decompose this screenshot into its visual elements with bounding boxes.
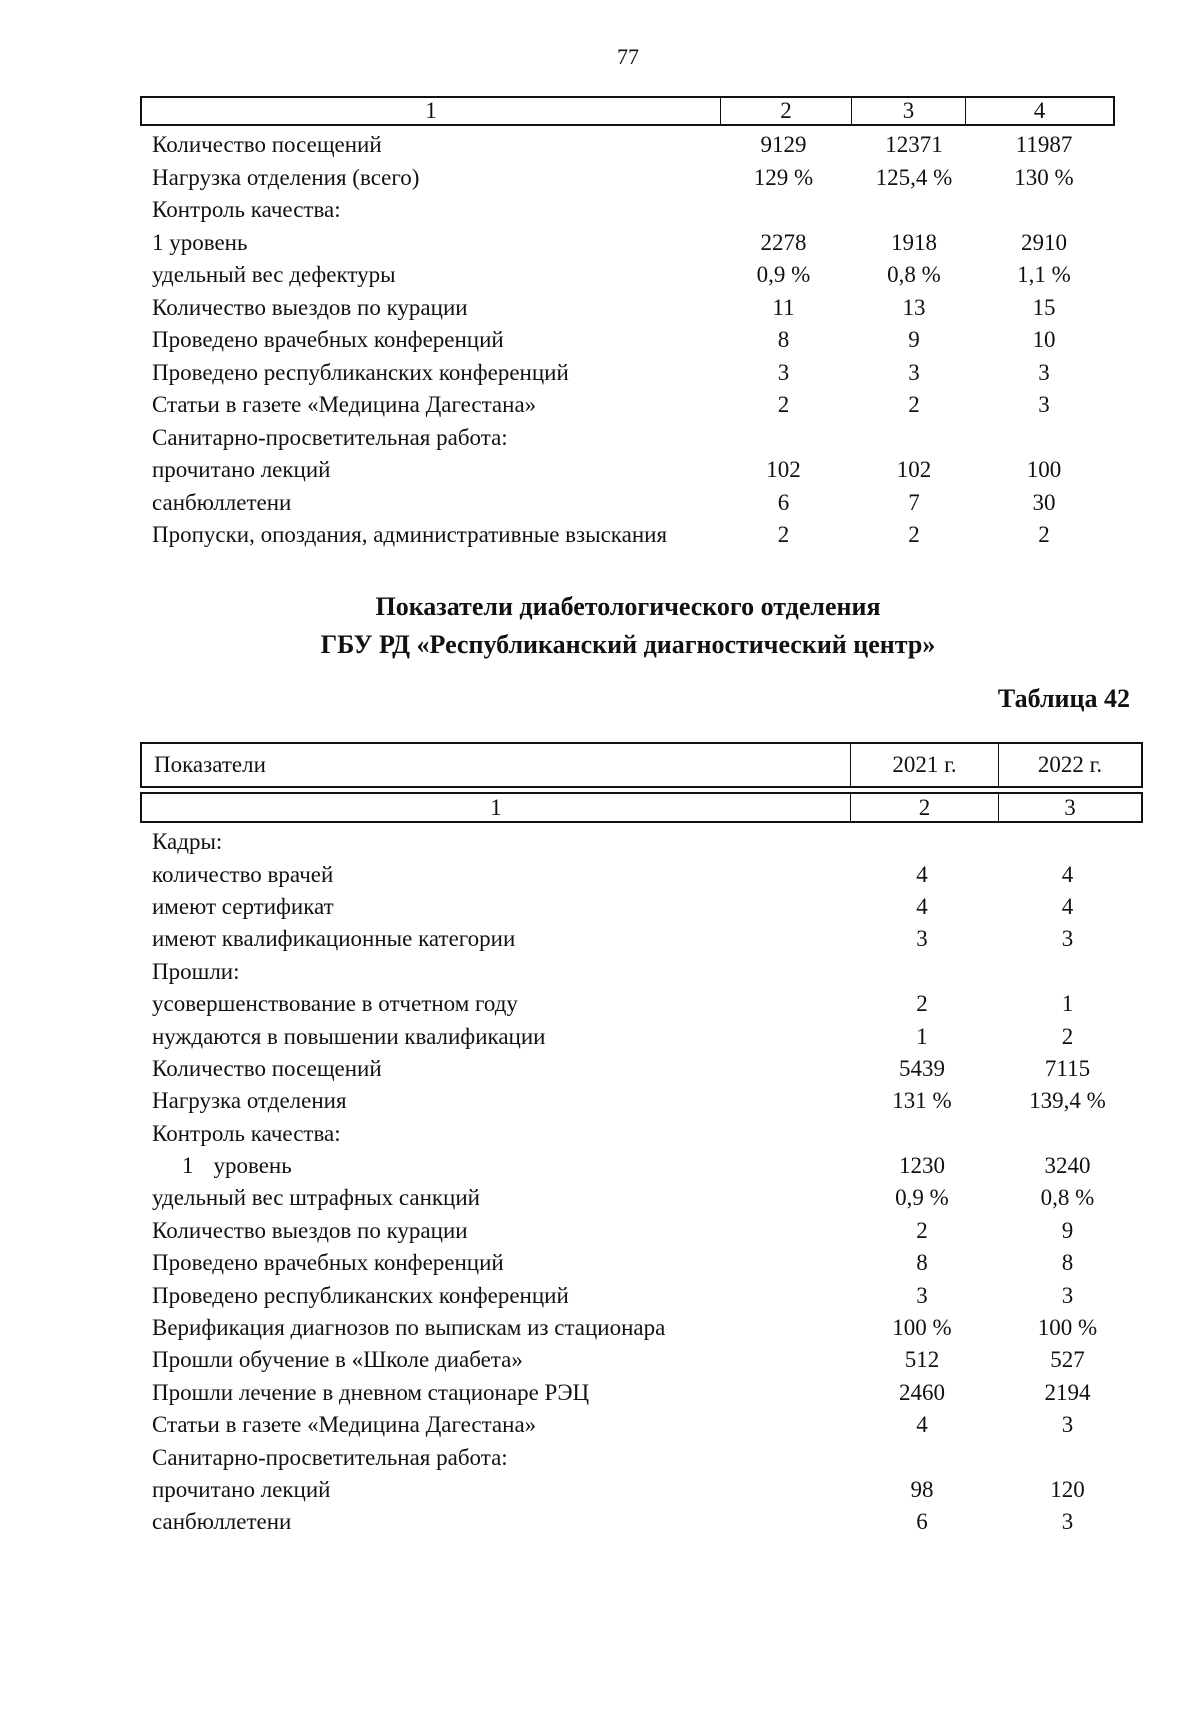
row-value: 2 bbox=[916, 991, 928, 1017]
row-value: 2 bbox=[916, 1217, 928, 1243]
table-row bbox=[140, 357, 1115, 390]
row-value: 0,9 % bbox=[756, 262, 811, 288]
row-value: 4 bbox=[916, 861, 928, 887]
table-row bbox=[140, 1150, 1143, 1182]
row-value: 2 bbox=[777, 522, 790, 548]
continued-table-body bbox=[140, 129, 1115, 552]
column-number-cell: 3 bbox=[998, 794, 1141, 821]
row-value: 12371 bbox=[885, 132, 943, 158]
table-row bbox=[140, 1312, 1143, 1344]
table-row bbox=[140, 292, 1115, 325]
table-row bbox=[140, 1279, 1143, 1311]
row-label: Санитарно-просветительная работа: bbox=[152, 424, 508, 450]
row-label: Прошли обучение в «Школе диабета» bbox=[152, 1347, 523, 1373]
table-row bbox=[140, 422, 1115, 455]
row-value: 0,9 % bbox=[895, 1185, 949, 1211]
row-value: 512 bbox=[904, 1347, 940, 1373]
column-number-cell: 4 bbox=[965, 98, 1113, 124]
row-value: 6 bbox=[916, 1509, 928, 1535]
row-label: Прошли лечение в дневном стационаре РЭЦ bbox=[152, 1379, 590, 1405]
row-label: имеют сертификат bbox=[152, 893, 334, 919]
table-42-body bbox=[140, 826, 1143, 1539]
table-row bbox=[140, 1506, 1143, 1538]
row-value: 1 bbox=[1061, 991, 1074, 1017]
row-value: 3 bbox=[1038, 392, 1050, 418]
table-row bbox=[140, 1377, 1143, 1409]
row-value: 2 bbox=[1038, 522, 1050, 548]
header-cell: 2022 г. bbox=[998, 744, 1141, 786]
row-value: 1 bbox=[916, 1023, 928, 1049]
table-row bbox=[140, 1020, 1143, 1052]
table-row bbox=[140, 324, 1115, 357]
row-value: 102 bbox=[896, 457, 932, 483]
column-number-cell: 1 bbox=[490, 794, 502, 820]
row-value: 15 bbox=[1032, 294, 1056, 320]
row-label: Количество посещений bbox=[152, 132, 382, 158]
row-label: удельный вес дефектуры bbox=[152, 262, 396, 288]
column-number-cell: 2 bbox=[850, 794, 998, 821]
row-label: Контроль качества: bbox=[152, 1120, 341, 1146]
row-label: Нагрузка отделения (всего) bbox=[152, 164, 420, 190]
row-value: 2 bbox=[908, 392, 920, 418]
row-label: Прошли: bbox=[152, 958, 240, 984]
row-value: 10 bbox=[1032, 327, 1056, 353]
level-number: 1 bbox=[182, 1153, 194, 1179]
table-row bbox=[140, 1118, 1143, 1150]
row-value: 131 % bbox=[892, 1088, 952, 1114]
row-value: 3 bbox=[1061, 1509, 1074, 1535]
row-value: 2194 bbox=[1044, 1379, 1091, 1405]
table-row bbox=[140, 988, 1143, 1020]
header-cell: 2021 г. bbox=[850, 744, 998, 786]
row-value: 9 bbox=[1061, 1217, 1074, 1243]
row-value: 8 bbox=[916, 1250, 928, 1276]
row-value: 2460 bbox=[899, 1379, 945, 1405]
table-row bbox=[140, 1053, 1143, 1085]
table-number: Таблица 42 bbox=[997, 684, 1130, 713]
table-row bbox=[140, 1344, 1143, 1376]
row-label: Проведено республиканских конференций bbox=[152, 359, 569, 385]
column-number-cell: 1 bbox=[425, 98, 437, 123]
row-label: Кадры: bbox=[152, 829, 223, 855]
row-label: усовершенствование в отчетном году bbox=[152, 991, 518, 1017]
table-row bbox=[140, 259, 1115, 292]
table-row bbox=[140, 389, 1115, 422]
row-value: 3 bbox=[916, 926, 928, 952]
row-value: 6 bbox=[777, 489, 790, 515]
table-row bbox=[140, 826, 1143, 858]
row-label: Проведено республиканских конференций bbox=[152, 1282, 569, 1308]
row-value: 100 bbox=[1026, 457, 1062, 483]
row-value: 102 bbox=[766, 457, 801, 483]
row-value: 130 % bbox=[1014, 164, 1074, 190]
table-row bbox=[140, 227, 1115, 260]
row-value: 129 % bbox=[753, 164, 814, 190]
table-row bbox=[140, 891, 1143, 923]
row-value: 3 bbox=[916, 1282, 928, 1308]
row-value: 2 bbox=[1061, 1023, 1074, 1049]
row-label: Нагрузка отделения bbox=[152, 1088, 347, 1114]
row-value: 4 bbox=[916, 893, 928, 919]
row-label: Контроль качества: bbox=[152, 197, 341, 223]
row-value: 3 bbox=[1038, 359, 1050, 385]
row-value: 11 bbox=[772, 294, 795, 320]
row-value: 4 bbox=[1061, 861, 1074, 887]
page-number: 77 bbox=[617, 44, 639, 69]
row-label: Проведено врачебных конференций bbox=[152, 327, 504, 353]
section-title-line: Показатели диабетологического отделения bbox=[375, 592, 881, 621]
row-value: 527 bbox=[1050, 1347, 1085, 1373]
row-value: 3 bbox=[1061, 1412, 1074, 1438]
row-label: Количество выездов по курации bbox=[152, 1217, 468, 1243]
row-label: Пропуски, опоздания, административные взыскания bbox=[152, 522, 668, 548]
row-value: 0,8 % bbox=[887, 262, 941, 288]
row-value: 7115 bbox=[1044, 1055, 1091, 1081]
row-value: 4 bbox=[1061, 893, 1074, 919]
section-title-line: ГБУ РД «Республиканский диагностический центр» bbox=[320, 630, 936, 659]
row-value: 2910 bbox=[1021, 229, 1067, 255]
table-row bbox=[140, 1247, 1143, 1279]
header-cell: Показатели bbox=[154, 752, 266, 777]
continued-table-header bbox=[140, 96, 1115, 126]
row-value: 1230 bbox=[899, 1153, 945, 1179]
row-value: 3 bbox=[1061, 926, 1074, 952]
column-number-cell: 3 bbox=[851, 98, 965, 124]
table-row bbox=[140, 129, 1115, 162]
row-label: прочитано лекций bbox=[152, 1477, 331, 1502]
row-value: 9 bbox=[908, 327, 920, 353]
table-row bbox=[140, 1409, 1143, 1441]
row-label: Количество выездов по курации bbox=[152, 294, 468, 320]
table-row bbox=[140, 1215, 1143, 1247]
table-row bbox=[140, 858, 1143, 890]
row-label: Статьи в газете «Медицина Дагестана» bbox=[152, 392, 537, 418]
row-value: 5439 bbox=[899, 1055, 945, 1081]
row-value: 100 % bbox=[1037, 1315, 1098, 1341]
row-value: 2 bbox=[777, 392, 790, 418]
table-row bbox=[140, 487, 1115, 520]
table-row bbox=[140, 1441, 1143, 1473]
row-label: 1 уровень bbox=[152, 229, 248, 255]
row-label: Количество посещений bbox=[152, 1055, 382, 1081]
row-label: удельный вес штрафных санкций bbox=[152, 1185, 480, 1211]
row-value: 3 bbox=[1061, 1282, 1074, 1308]
table-row bbox=[140, 1474, 1143, 1506]
row-label: Статьи в газете «Медицина Дагестана» bbox=[152, 1412, 537, 1438]
row-value: 3 bbox=[777, 359, 790, 385]
table-42-header bbox=[140, 742, 1143, 788]
level-word: уровень bbox=[213, 1153, 292, 1179]
row-value: 98 bbox=[910, 1477, 934, 1502]
table-row bbox=[140, 454, 1115, 487]
row-label: Проведено врачебных конференций bbox=[152, 1250, 504, 1276]
row-value: 9129 bbox=[760, 132, 807, 158]
table-row bbox=[140, 1182, 1143, 1214]
row-label: Санитарно-просветительная работа: bbox=[152, 1444, 508, 1470]
row-value: 0,8 % bbox=[1040, 1185, 1095, 1211]
table-row bbox=[140, 162, 1115, 195]
row-value: 125,4 % bbox=[875, 164, 953, 190]
section-title bbox=[0, 588, 1200, 664]
table-row bbox=[140, 923, 1143, 955]
row-label: количество врачей bbox=[152, 861, 334, 887]
table-42-column-numbers bbox=[140, 792, 1143, 823]
row-value: 100 % bbox=[892, 1315, 952, 1341]
table-row bbox=[140, 519, 1115, 552]
table-row bbox=[140, 194, 1115, 227]
row-label bbox=[140, 1153, 848, 1179]
row-label: прочитано лекций bbox=[152, 457, 331, 483]
row-value: 13 bbox=[902, 294, 926, 320]
column-number-cell: 2 bbox=[720, 98, 851, 124]
row-value: 120 bbox=[1050, 1477, 1085, 1502]
row-value: 4 bbox=[916, 1412, 928, 1438]
row-label: санбюллетени bbox=[152, 1509, 292, 1535]
row-value: 30 bbox=[1032, 489, 1056, 515]
row-value: 1918 bbox=[891, 229, 937, 255]
row-value: 11987 bbox=[1015, 132, 1073, 158]
row-label: нуждаются в повышении квалификации bbox=[152, 1023, 546, 1049]
row-value: 7 bbox=[908, 489, 920, 515]
row-value: 8 bbox=[1061, 1250, 1074, 1276]
row-value: 1,1 % bbox=[1017, 262, 1071, 288]
row-value: 139,4 % bbox=[1029, 1088, 1106, 1114]
row-value: 8 bbox=[777, 327, 790, 353]
row-label: Верификация диагнозов по выпискам из стационара bbox=[152, 1315, 666, 1341]
row-value: 2 bbox=[908, 522, 920, 548]
row-label: санбюллетени bbox=[152, 489, 292, 515]
row-value: 3240 bbox=[1044, 1153, 1091, 1179]
row-value: 3 bbox=[908, 359, 920, 385]
row-value: 2278 bbox=[760, 229, 807, 255]
table-row bbox=[140, 956, 1143, 988]
row-label: имеют квалификационные категории bbox=[152, 926, 516, 952]
table-row bbox=[140, 1085, 1143, 1117]
